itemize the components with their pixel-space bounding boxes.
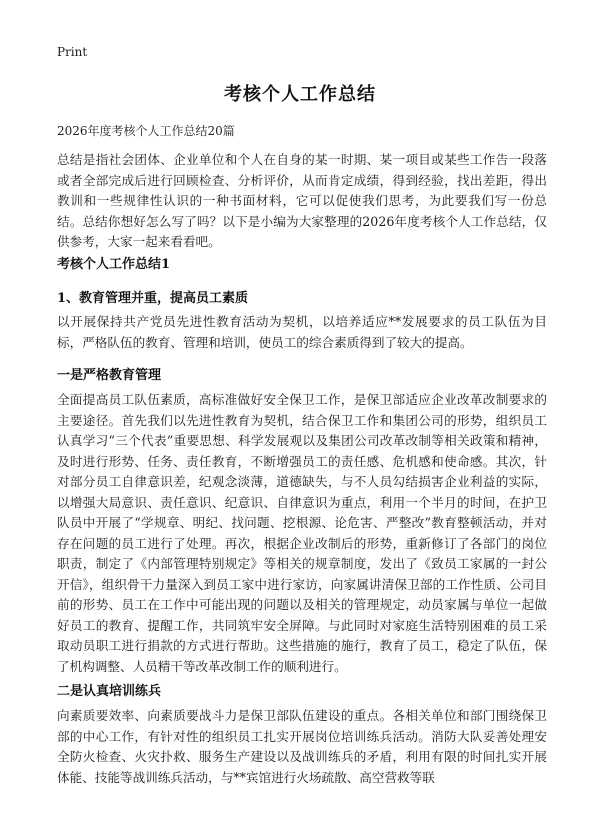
subsection-heading: 一是严格教育管理: [57, 368, 162, 383]
subsection-paragraph: 全面提高员工队伍素质，高标准做好安全保卫工作，是保卫部适应企业改革改制要求的主要途径。首先我们以先进性教育为契机，结合保卫工作和集团公司的形势，组织员工认真学习“三个代表”重要思想、科学发展观以及集团公司改革改制等相关政策和精神，及时进行形势、任务、责任教育，不断增强员工的责任感、危机感和使命感。其次，针对部分员工自律意识差，纪观念淡薄，道德缺失，与不人员勾结损害企业利益的实际，以增强大局意识、责任意识、纪意识、自律意识为重点，利用一个半月的时间，在护卫队员中开展了“学规章、明纪、找问题、挖根源、论危害、严整改”教育整顿活动，并对存在问题的员工进行了处理。再次，根据企业改制后的形势，重新修订了各部门的岗位职责，制定了《内部管理特别规定》等相关的规章制度，发出了《致员工家属的一封公开信》，组织骨干力量深入到员工家中进行家访，向家属讲清保卫部的工作性质、公司目前的形势、员工在工作中可能出现的问题以及相关的管理规定，动员家属与单位一起做好员工的教育、提醒工作，共同筑牢安全屏障。与此同时对家庭生活特别困难的员工采取动员职工进行捐款的方式进行帮助。这些措施的施行，教育了员工，稳定了队伍，保了机构调整、人员精干等改革改制工作的顺利进行。: [57, 392, 547, 674]
print-link[interactable]: Print: [57, 45, 88, 59]
point-heading: 1、教育管理并重，提高员工素质: [57, 291, 249, 306]
subsection-heading: 二是认真培训练兵: [57, 684, 162, 699]
section-heading: 考核个人工作总结1: [57, 257, 171, 272]
subsection-paragraph: 向素质要效率、向素质要战斗力是保卫部队伍建设的重点。各相关单位和部门围绕保卫部的中心工作，有针对性的组织员工扎实开展岗位培训练兵活动。消防大队妥善处理安全防火检查、火灾扑救、服务生产建设以及战训练兵的矛盾，利用有限的时间扎实开展体能、技能等战训练兵活动，与**宾馆进行火场疏散、高空营救等联: [57, 708, 547, 785]
document-subtitle: 2026年度考核个人工作总结20篇: [57, 124, 235, 138]
point-paragraph: 以开展保持共产党员先进性教育活动为契机，以培养适应**发展要求的员工队伍为目标，严格队伍的教育、管理和培训，使员工的综合素质得到了较大的提高。: [57, 314, 547, 350]
intro-paragraph: 总结是指社会团体、企业单位和个人在自身的某一时期、某一项目或某些工作告一段落或者全部完成后进行回顾检查、分析评价，从而肯定成绩，得到经验，找出差距，得出教训和一些规律性认识的一种书面材料，它可以促使我们思考，为此要我们写一份总结。总结你想好怎么写了吗？以下是小编为大家整理的2026年度考核个人工作总结，仅供参考，大家一起来看看吧。: [57, 152, 547, 249]
document-title: 考核个人工作总结: [224, 84, 376, 105]
